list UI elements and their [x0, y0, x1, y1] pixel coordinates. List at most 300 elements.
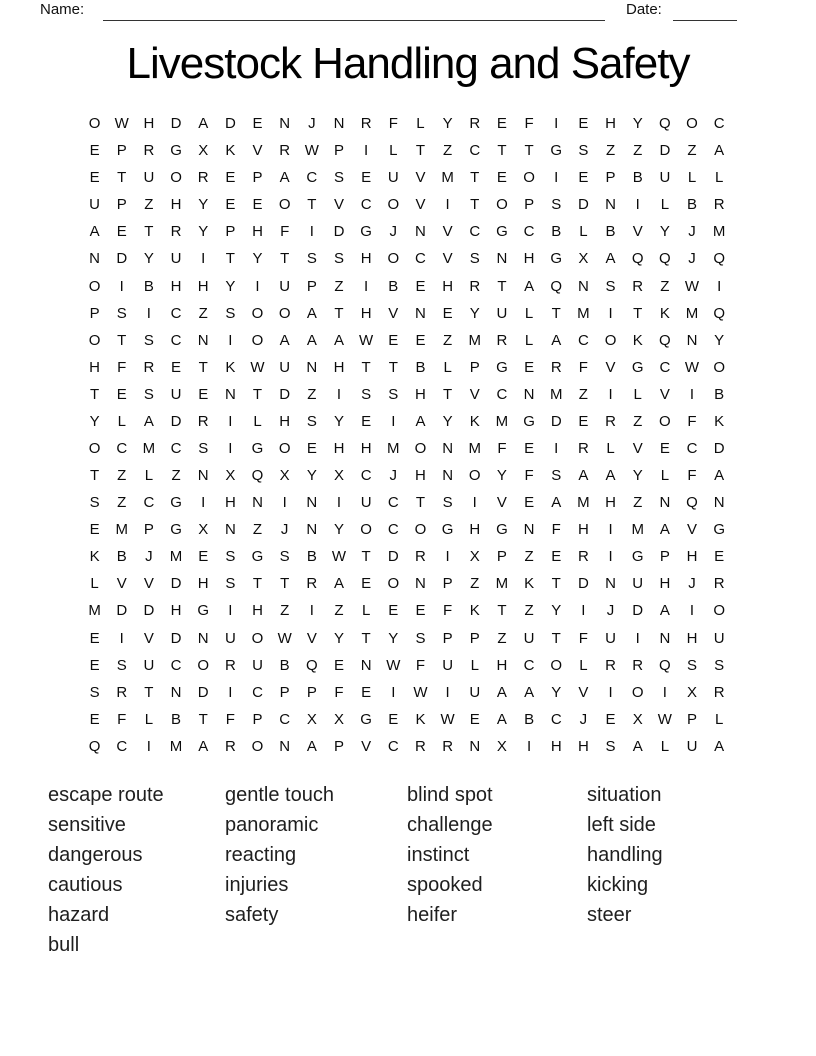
grid-letter: T [415, 142, 426, 160]
grid-letter: Z [443, 331, 453, 349]
grid-letter: H [442, 277, 454, 295]
grid-letter: T [443, 385, 453, 403]
grid-letter: I [146, 737, 151, 755]
grid-letter: C [523, 656, 535, 674]
grid-letter: N [713, 494, 725, 512]
grid-letter: A [605, 467, 616, 485]
grid-letter: I [364, 277, 369, 295]
grid-letter: U [659, 169, 671, 187]
grid-letter: A [496, 683, 507, 701]
grid-letter: C [116, 439, 128, 457]
grid-letter: H [197, 575, 209, 593]
grid-letter: F [415, 656, 426, 674]
word-list-item: instinct [407, 844, 470, 866]
grid-letter: H [360, 250, 372, 268]
grid-letter: N [197, 331, 209, 349]
grid-letter: L [660, 196, 670, 214]
grid-letter: N [442, 467, 454, 485]
grid-letter: T [633, 304, 643, 322]
grid-letter: Z [524, 548, 534, 566]
word-list-column [225, 780, 334, 930]
grid-letter: C [170, 331, 182, 349]
grid-letter: S [225, 548, 236, 566]
grid-letter: O [496, 196, 508, 214]
grid-letter: B [388, 277, 399, 295]
grid-letter: X [225, 467, 236, 485]
word-list-item: escape route [48, 784, 164, 806]
grid-letter: O [686, 115, 698, 133]
grid-letter: U [632, 575, 644, 593]
grid-letter: K [415, 710, 426, 728]
word-list-item: blind spot [407, 784, 493, 806]
grid-letter: F [497, 439, 507, 457]
grid-letter: R [713, 575, 725, 593]
grid-letter: O [604, 331, 617, 349]
grid-letter: Y [198, 196, 209, 214]
grid-letter: E [89, 169, 100, 187]
grid-letter: P [306, 277, 317, 295]
grid-letter: H [170, 196, 182, 214]
grid-letter: U [170, 250, 182, 268]
grid-letter: L [253, 412, 262, 430]
grid-letter: E [252, 196, 263, 214]
grid-letter: W [277, 629, 292, 647]
grid-letter: L [660, 467, 670, 485]
grid-letter: G [496, 358, 508, 376]
grid-letter: Y [551, 602, 562, 620]
grid-letter: G [360, 710, 372, 728]
grid-letter: X [333, 467, 344, 485]
grid-letter: N [197, 467, 209, 485]
grid-letter: A [524, 277, 535, 295]
grid-letter: E [469, 710, 480, 728]
grid-letter: T [280, 250, 290, 268]
grid-letter: G [496, 521, 508, 539]
grid-letter: N [523, 521, 535, 539]
grid-letter: P [524, 196, 535, 214]
grid-letter: O [251, 737, 264, 755]
grid-letter: I [554, 439, 559, 457]
grid-letter: W [413, 683, 428, 701]
grid-letter: R [605, 656, 616, 674]
grid-letter: V [469, 385, 480, 403]
grid-letter: D [632, 602, 644, 620]
word-list-item: panoramic [225, 814, 319, 836]
grid-letter: E [415, 277, 426, 295]
grid-letter: O [659, 412, 671, 430]
grid-letter: T [470, 169, 480, 187]
grid-letter: E [496, 115, 507, 133]
grid-letter: L [715, 169, 724, 187]
grid-letter: R [279, 142, 291, 160]
grid-letter: N [659, 629, 671, 647]
grid-letter: C [360, 196, 372, 214]
grid-letter: Z [470, 575, 480, 593]
grid-letter: P [89, 304, 100, 322]
grid-letter: N [605, 196, 616, 214]
grid-letter: F [117, 358, 127, 376]
grid-letter: E [361, 169, 372, 187]
grid-letter: P [306, 683, 317, 701]
grid-letter: I [635, 196, 640, 214]
grid-letter: D [279, 385, 291, 403]
grid-letter: D [197, 683, 209, 701]
grid-letter: M [142, 439, 156, 457]
grid-letter: S [605, 737, 616, 755]
grid-letter: Q [88, 737, 101, 755]
grid-letter: Q [686, 494, 698, 512]
grid-letter: P [116, 142, 127, 160]
grid-letter: T [252, 575, 263, 593]
grid-letter: Z [280, 602, 290, 620]
grid-letter: K [225, 358, 236, 376]
grid-letter: R [605, 412, 616, 430]
grid-letter: F [551, 521, 561, 539]
grid-letter: U [523, 629, 535, 647]
grid-letter: V [143, 575, 154, 593]
grid-letter: M [115, 521, 128, 539]
grid-letter: M [169, 548, 183, 566]
grid-letter: I [201, 494, 206, 512]
grid-letter: U [252, 656, 263, 674]
date-label: Date: [626, 1, 662, 18]
grid-letter: O [387, 250, 400, 268]
grid-letter: T [198, 358, 208, 376]
grid-letter: W [114, 115, 129, 133]
grid-letter: D [170, 115, 182, 133]
grid-letter: R [713, 196, 725, 214]
grid-letter: Q [713, 304, 725, 322]
grid-letter: X [198, 142, 209, 160]
grid-letter: C [170, 656, 182, 674]
date-blank-line [673, 20, 737, 21]
grid-letter: M [631, 521, 644, 539]
grid-letter: R [116, 683, 128, 701]
grid-letter: C [523, 223, 535, 241]
grid-letter: E [578, 169, 589, 187]
grid-letter: Y [632, 467, 643, 485]
grid-letter: N [360, 656, 372, 674]
grid-letter: Y [632, 115, 643, 133]
grid-letter: I [336, 494, 342, 512]
grid-letter: R [469, 115, 481, 133]
grid-letter: J [308, 115, 316, 133]
grid-letter: K [524, 575, 535, 593]
grid-letter: H [89, 358, 100, 376]
grid-letter: T [497, 277, 507, 295]
grid-letter: Q [305, 656, 318, 674]
grid-letter: V [578, 683, 589, 701]
grid-letter: R [713, 683, 725, 701]
grid-letter: S [225, 304, 236, 322]
grid-letter: H [605, 494, 616, 512]
grid-letter: C [550, 710, 562, 728]
grid-letter: Y [714, 331, 725, 349]
grid-letter: L [90, 575, 99, 593]
grid-letter: E [496, 169, 507, 187]
grid-letter: B [143, 277, 154, 295]
grid-letter: A [632, 737, 643, 755]
grid-letter: N [686, 331, 698, 349]
word-list-item: handling [587, 844, 663, 866]
grid-letter: V [361, 737, 372, 755]
grid-letter: U [279, 358, 291, 376]
grid-letter: R [197, 412, 209, 430]
grid-letter: U [89, 196, 100, 214]
grid-letter: I [635, 629, 640, 647]
grid-letter: R [415, 737, 426, 755]
grid-letter: W [250, 358, 265, 376]
grid-letter: O [88, 439, 101, 457]
grid-letter: C [306, 169, 318, 187]
grid-letter: R [143, 358, 155, 376]
grid-letter: S [578, 142, 589, 160]
grid-letter: L [606, 439, 615, 457]
word-list-item: heifer [407, 904, 458, 926]
grid-letter: G [550, 142, 563, 160]
grid-letter: E [89, 521, 100, 539]
grid-letter: S [687, 656, 698, 674]
grid-letter: C [387, 737, 399, 755]
grid-letter: G [523, 412, 535, 430]
grid-letter: Y [198, 223, 209, 241]
grid-letter: L [660, 737, 670, 755]
grid-letter: N [224, 385, 236, 403]
grid-letter: V [143, 629, 154, 647]
grid-letter: A [714, 467, 725, 485]
grid-letter: M [468, 439, 482, 457]
grid-letter: X [279, 467, 290, 485]
grid-letter: Q [631, 250, 644, 268]
grid-letter: L [144, 467, 154, 485]
grid-letter: K [714, 412, 725, 430]
grid-letter: R [306, 575, 318, 593]
grid-letter: N [306, 521, 318, 539]
grid-letter: G [251, 439, 264, 457]
grid-letter: B [714, 385, 725, 403]
grid-letter: L [470, 656, 479, 674]
grid-letter: B [605, 223, 616, 241]
grid-letter: H [224, 494, 236, 512]
grid-letter: B [279, 656, 290, 674]
grid-letter: J [688, 250, 696, 268]
grid-letter: Y [89, 412, 100, 430]
grid-letter: Q [659, 115, 671, 133]
word-list-item: left side [587, 814, 656, 836]
grid-letter: E [415, 602, 426, 620]
grid-letter: F [334, 683, 344, 701]
grid-letter: D [170, 575, 182, 593]
grid-letter: P [225, 223, 236, 241]
grid-letter: P [442, 575, 453, 593]
grid-letter: C [387, 521, 399, 539]
grid-letter: S [333, 250, 344, 268]
grid-letter: Z [687, 142, 697, 160]
grid-letter: N [224, 521, 236, 539]
grid-letter: G [251, 548, 264, 566]
word-list-item: safety [225, 904, 279, 926]
grid-letter: X [687, 683, 698, 701]
grid-letter: W [684, 358, 700, 376]
grid-letter: M [577, 304, 590, 322]
grid-letter: O [414, 439, 427, 457]
grid-letter: K [469, 602, 480, 620]
grid-letter: I [526, 737, 532, 755]
grid-letter: N [197, 629, 209, 647]
grid-letter: E [361, 683, 372, 701]
grid-letter: J [280, 521, 289, 539]
grid-letter: D [333, 223, 345, 241]
grid-letter: I [445, 683, 450, 701]
grid-letter: O [278, 196, 291, 214]
grid-letter: K [632, 331, 643, 349]
grid-letter: I [445, 196, 450, 214]
grid-letter: N [415, 575, 426, 593]
grid-letter: P [279, 683, 290, 701]
grid-letter: U [279, 277, 291, 295]
grid-letter: E [306, 439, 317, 457]
grid-letter: K [469, 412, 480, 430]
grid-letter: H [252, 602, 263, 620]
grid-letter: W [386, 656, 401, 674]
grid-letter: P [496, 548, 507, 566]
grid-letter: M [712, 223, 726, 241]
grid-letter: A [524, 683, 535, 701]
grid-letter: E [89, 710, 100, 728]
grid-letter: E [198, 385, 209, 403]
grid-letter: I [445, 548, 450, 566]
grid-letter: M [169, 737, 183, 755]
grid-letter: R [143, 142, 155, 160]
grid-letter: O [170, 169, 182, 187]
grid-letter: Z [334, 602, 344, 620]
grid-letter: G [631, 358, 644, 376]
grid-letter: R [496, 331, 508, 349]
grid-letter: A [714, 142, 725, 160]
grid-letter: H [415, 385, 426, 403]
grid-letter: A [551, 494, 562, 512]
grid-letter: V [496, 494, 507, 512]
grid-letter: N [659, 494, 671, 512]
grid-letter: O [523, 169, 535, 187]
grid-letter: X [632, 710, 643, 728]
grid-letter: Y [306, 467, 317, 485]
grid-letter: P [252, 710, 263, 728]
grid-letter: Y [333, 629, 344, 647]
grid-letter: T [89, 467, 100, 485]
grid-letter: D [224, 115, 236, 133]
grid-letter: A [551, 331, 562, 349]
grid-letter: S [279, 548, 290, 566]
grid-letter: H [143, 115, 155, 133]
grid-letter: B [632, 169, 643, 187]
grid-letter: K [659, 304, 670, 322]
grid-letter: U [143, 169, 155, 187]
grid-letter: I [689, 602, 695, 620]
grid-letter: I [282, 494, 287, 512]
grid-letter: Z [633, 494, 643, 512]
grid-letter: Z [144, 196, 154, 214]
grid-letter: M [441, 169, 454, 187]
grid-letter: G [197, 602, 210, 620]
grid-letter: C [469, 142, 481, 160]
grid-letter: Z [497, 629, 507, 647]
grid-letter: E [524, 358, 535, 376]
grid-letter: C [659, 358, 671, 376]
grid-letter: C [713, 115, 725, 133]
grid-letter: T [89, 385, 100, 403]
grid-letter: H [333, 358, 345, 376]
grid-letter: V [659, 385, 670, 403]
grid-letter: D [577, 196, 589, 214]
grid-letter: I [472, 494, 477, 512]
grid-letter: I [391, 412, 396, 430]
grid-letter: V [605, 358, 616, 376]
grid-letter: L [389, 142, 398, 160]
grid-letter: C [116, 737, 128, 755]
grid-letter: Y [442, 115, 453, 133]
grid-letter: T [361, 548, 371, 566]
grid-letter: J [606, 602, 615, 620]
grid-letter: F [388, 115, 398, 133]
grid-letter: Z [524, 602, 534, 620]
grid-letter: P [469, 358, 480, 376]
grid-letter: T [117, 169, 127, 187]
grid-letter: O [251, 331, 264, 349]
word-list-item: injuries [225, 874, 289, 896]
grid-letter: M [495, 575, 509, 593]
grid-letter: A [89, 223, 100, 241]
grid-letter: Z [198, 304, 208, 322]
grid-letter: P [605, 169, 616, 187]
grid-letter: D [659, 142, 671, 160]
grid-letter: U [442, 656, 454, 674]
grid-letter: L [715, 710, 724, 728]
grid-letter: S [116, 656, 127, 674]
grid-letter: N [442, 439, 454, 457]
grid-letter: H [197, 277, 209, 295]
grid-letter: W [657, 710, 672, 728]
grid-letter: I [364, 142, 369, 160]
grid-letter: Y [388, 629, 399, 647]
page-title: Livestock Handling and Safety [126, 39, 690, 88]
grid-letter: H [333, 439, 345, 457]
grid-letter: R [415, 548, 426, 566]
grid-letter: V [687, 521, 698, 539]
grid-letter: E [116, 223, 127, 241]
grid-letter: Q [659, 331, 671, 349]
grid-letter: D [577, 575, 589, 593]
grid-letter: Z [633, 412, 643, 430]
grid-letter: R [469, 277, 481, 295]
grid-letter: I [662, 683, 667, 701]
grid-letter: T [307, 196, 317, 214]
grid-letter: Y [225, 277, 236, 295]
grid-letter: I [608, 385, 613, 403]
word-list-item: situation [587, 784, 662, 806]
grid-letter: H [523, 250, 535, 268]
grid-letter: I [608, 521, 613, 539]
grid-letter: U [360, 494, 372, 512]
grid-letter: T [144, 223, 154, 241]
word-list-column [48, 780, 164, 960]
grid-letter: H [496, 656, 508, 674]
grid-letter: O [278, 439, 291, 457]
grid-letter: E [388, 602, 399, 620]
word-list-item: spooked [407, 874, 483, 896]
grid-letter: D [116, 602, 128, 620]
grid-letter: I [228, 439, 233, 457]
